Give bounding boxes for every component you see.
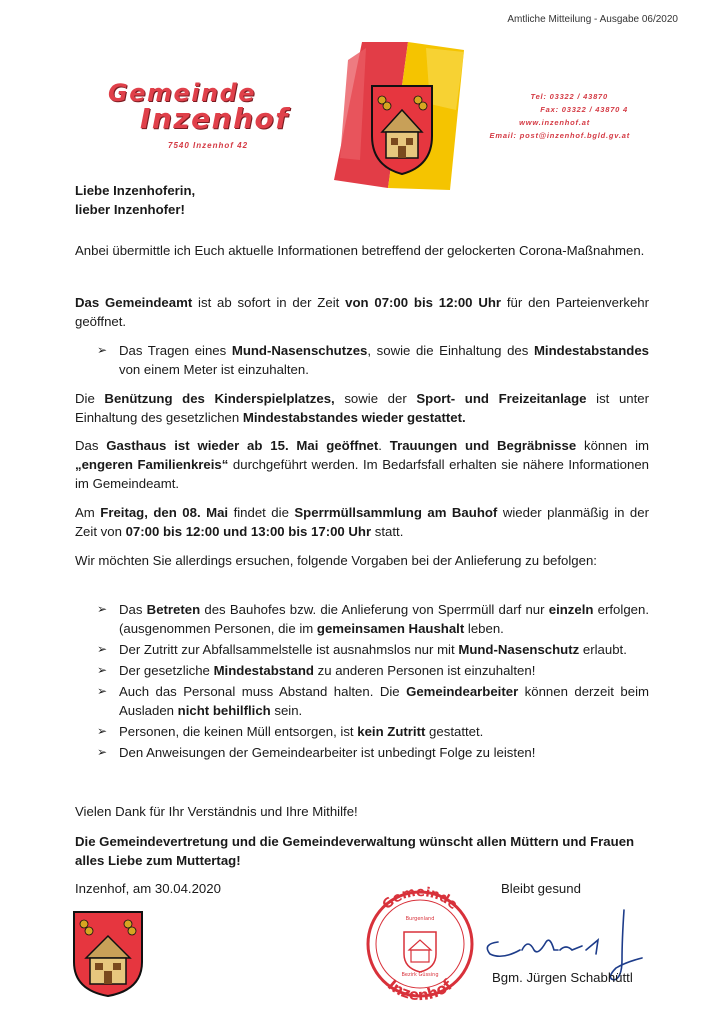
inn-paragraph: Das Gasthaus ist wieder ab 15. Mai geöffnet. Trauungen und Begräbnisse können im „engeren Familienkreis“ durchgeführt werden. Im Bedarfsfall erhalten sie nähere Informationen im Gemeindeamt. — [75, 438, 649, 491]
list-item: ➢ Der Zutritt zur Abfallsammelstelle ist ausnahmslos nur mit Mund-Nasenschutz erlaubt. — [97, 642, 627, 657]
mask-bullet-list — [97, 341, 649, 381]
edition-label: Amtliche Mitteilung - Ausgabe 06/2020 — [507, 14, 678, 25]
official-stamp — [368, 885, 472, 1004]
stamp-district-text: Bezirk Güssing — [401, 972, 439, 978]
playground-paragraph: Die Benützung des Kinderspielplatzes, sowie der Sport- und Freizeitanlage ist unter Einhaltung des gesetzlichen Mindestabstandes wieder gestattet. — [75, 391, 650, 425]
arrow-bullet-icon: ➢ — [97, 663, 108, 677]
greeting-line-2: lieber Inzenhofer! — [75, 202, 185, 217]
rules-bullet-list — [97, 600, 649, 764]
arrow-bullet-icon: ➢ — [97, 724, 108, 738]
bulk-waste-paragraph: Am Freitag, den 08. Mai findet die Sperrmüllsammlung am Bauhof wieder planmäßig in der Zeit von 07:00 bis 12:00 und 13:00 bis 17:00 Uhr statt. — [75, 505, 649, 539]
name-line-2: Inzenhof — [140, 102, 289, 135]
stamp-top-text: Gemeinde — [379, 884, 461, 913]
farewell: Bleibt gesund — [501, 881, 581, 896]
arrow-bullet-icon: ➢ — [97, 602, 108, 616]
address-line: 7540 Inzenhof 42 — [168, 141, 249, 150]
name-line-1: Gemeinde — [108, 79, 257, 107]
place-date: Inzenhof, am 30.04.2020 — [75, 881, 221, 896]
contact-block — [470, 90, 630, 142]
mothers-day-paragraph: Die Gemeindevertretung und die Gemeindeverwaltung wünscht allen Müttern und Frauen alles Liebe zum Muttertag! — [75, 834, 635, 868]
list-item: ➢ Der gesetzliche Mindestabstand zu anderen Personen ist einzuhalten! — [97, 663, 536, 678]
signatory-name: Bgm. Jürgen Schabhüttl — [492, 970, 633, 985]
svg-text:Inzenhof — [384, 976, 456, 1005]
arrow-bullet-icon: ➢ — [97, 745, 108, 759]
coat-of-arms-icon — [72, 910, 144, 998]
arrow-bullet-icon: ➢ — [97, 642, 108, 656]
list-item: ➢ Den Anweisungen der Gemeindearbeiter ist unbedingt Folge zu leisten! — [97, 745, 536, 760]
greeting-line-1: Liebe Inzenhoferin, — [75, 183, 196, 198]
list-item: ➢ Personen, die keinen Müll entsorgen, ist kein Zutritt gestattet. — [97, 724, 484, 739]
email-line: Email: post@inzenhof.bgld.gv.at — [489, 131, 630, 140]
office-hours-paragraph: Das Gemeindeamt ist ab sofort in der Zeit von 07:00 bis 12:00 Uhr für den Parteienverkehr geöffnet. — [75, 295, 650, 329]
stamp-and-signature — [360, 880, 660, 1020]
list-item: ➢ Das Betreten des Bauhofes bzw. die Anlieferung von Sperrmüll darf nur einzeln erfolgen. (ausgenommen Personen, die im gemeinsamen Haushalt leben. — [97, 602, 649, 636]
stamp-bottom-text: Inzenhof — [384, 975, 456, 1005]
tel-line: Tel: 03322 / 43870 — [530, 92, 608, 101]
arrow-bullet-icon: ➢ — [97, 684, 108, 698]
web-line: www.inzenhof.at — [519, 118, 590, 127]
arrow-bullet-icon: ➢ — [97, 343, 108, 357]
intro-paragraph: Anbei übermittle ich Euch aktuelle Informationen betreffend der gelockerten Corona-Maßnahmen. — [75, 243, 645, 258]
list-item: ➢ Auch das Personal muss Abstand halten. Die Gemeindearbeiter können derzeit beim Ausladen nicht behilflich sein. — [97, 684, 649, 718]
stamp-sub-text: Burgenland — [405, 916, 435, 922]
thanks-paragraph: Vielen Dank für Ihr Verständnis und Ihre Mithilfe! — [75, 804, 358, 819]
greeting — [75, 181, 649, 219]
municipality-name — [108, 79, 289, 135]
request-paragraph: Wir möchten Sie allerdings ersuchen, folgende Vorgaben bei der Anlieferung zu befolgen: — [75, 553, 597, 568]
coat-of-arms-logo — [330, 40, 470, 190]
fax-line: Fax: 03322 / 43870 4 — [540, 105, 628, 114]
list-item: ➢ Das Tragen eines Mund-Nasenschutzes, sowie die Einhaltung des Mindestabstandes von einem Meter ist einzuhalten. — [97, 343, 649, 377]
